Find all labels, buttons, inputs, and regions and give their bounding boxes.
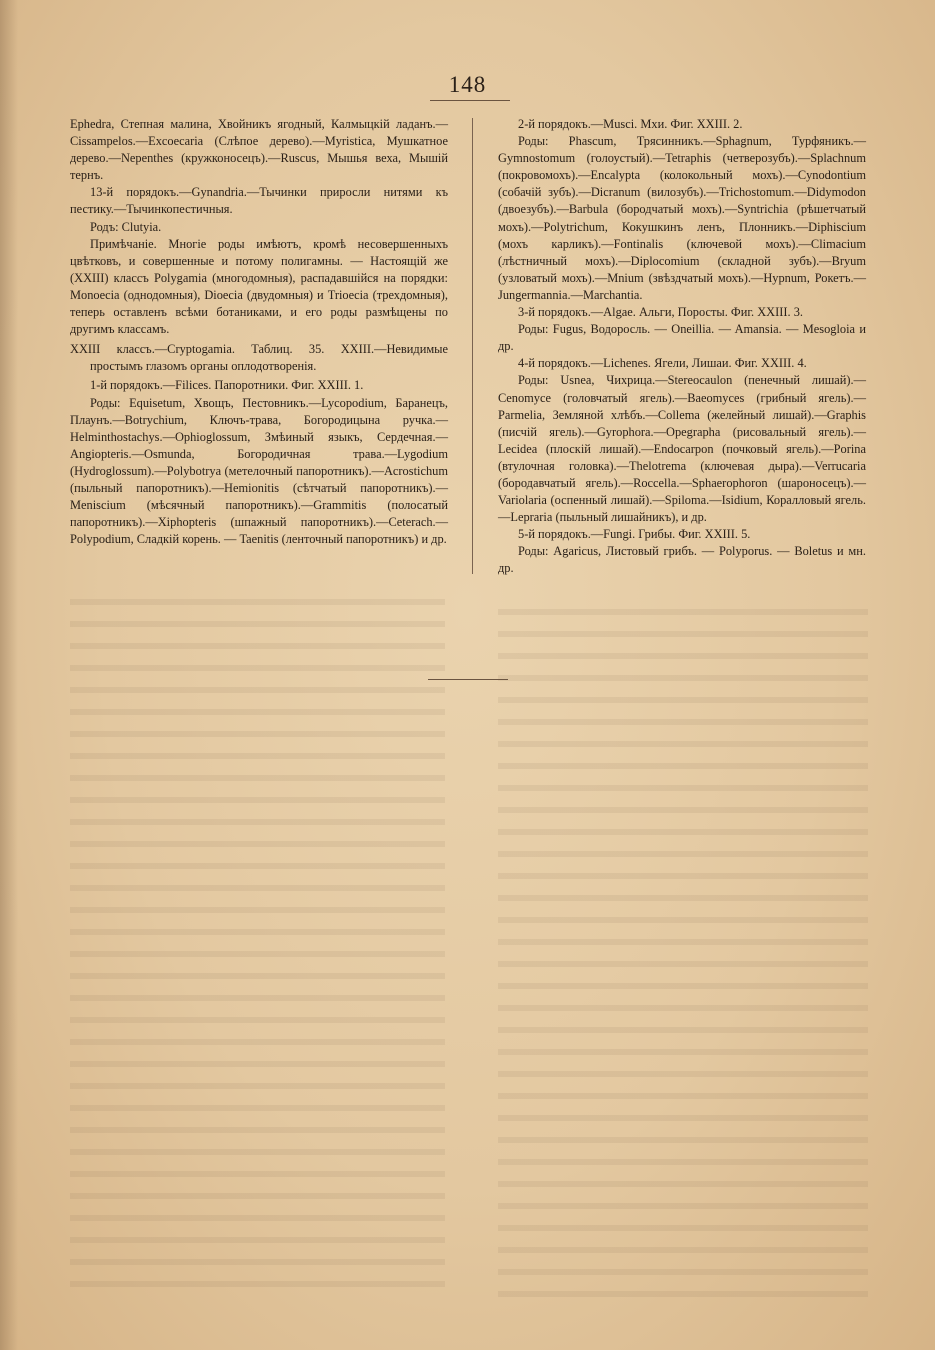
show-through-text-right (498, 600, 868, 1300)
right-paragraph-6: Роды: Usnea, Чихрица.—Stereocaulon (пенечный лишай).—Cenomyce (головчатый ягель).—Baeomyces (грибный ягель).—Parmelia, Земляной хлѣбъ.—Collema (желейный лишай).—Graphis (писчій ягель).—Gyrophora.—Opegrapha (рисовальный ягель).—Lecidea (плоскій лишай).—Endocarpon (почковый ягель).—Porina (втулочная головка).—Thelotrema (ключевая дыра).—Verrucaria (бородавчатый ягель).—Roccella.—Sphaerophoron (шароносецъ).—Variolaria (оспенный лишай).—Spiloma.—Isidium, Коралловый ягель.—Lepraria (пыльный лишайникъ), и др. (498, 373, 866, 525)
page-number: 148 (448, 72, 487, 97)
header-rule (430, 100, 510, 101)
left-column (70, 116, 448, 548)
left-paragraph-4: Примѣчаніе. Многіе роды имѣютъ, кромѣ несовершенныхъ цвѣтковъ, и совершенные и потому полигамны. — Настоящій же (XXIII) классъ Polygamia (многодомныя), распадавшійся на порядки: Monoecia (однодомныя), Dioecia (двудомныя) и Trioecia (трехдомныя), теперь оставленъ всѣми ботаниками, и его роды размѣщены по другимъ классамъ. (70, 236, 448, 337)
left-paragraph-2: 13-й порядокъ.—Gynandria.—Тычинки приросли нитями къ пестику.—Тычинкопестичныя. (70, 185, 448, 217)
left-paragraph-6: 1-й порядокъ.—Filices. Папоротники. Фиг. XXIII. 1. (90, 378, 364, 393)
left-paragraph-1: Ephedra, Степная малина, Хвойникъ ягодный, Калмыцкій ладанъ.—Cissampelos.—Excoecaria (Слѣпое дерево).—Myristica, Мушкатное дерево.—Nepenthes (кружконосецъ).—Ruscus, Мышья веха, Мышій тернъ. (70, 117, 448, 183)
right-paragraph-4: Роды: Fugus, Водоросль. — Oneillia. — Amansia. — Mesogloia и др. (498, 322, 866, 354)
show-through-text-left (70, 590, 445, 1290)
left-paragraph-7: Роды: Equisetum, Хвощъ, Пестовникъ.—Lycopodium, Баранецъ, Плаунъ.—Botrychium, Ключъ-трава, Богородицына ручка.—Helminthostachys.—Ophioglossum, Змѣиный языкъ, Сердечная.—Angiopteris.—Osmunda, Богородичная трава.—Lygodium (Hydroglossum).—Polybotrya (метелочный папоротникъ).—Acrostichum (пыльный папоротникъ).—Hemionitis (сѣтчатый папоротникъ).—Meniscium (мѣсячный папоротникъ).—Grammitis (полосатый папоротникъ).—Xiphopteris (шпажный папоротникъ).—Ceterach.—Polypodium, Сладкій корень. — Taenitis (ленточный папоротникъ) и др. (70, 395, 448, 547)
right-paragraph-5: 4-й порядокъ.—Lichenes. Ягели, Лишаи. Фиг. XXIII. 4. (518, 356, 807, 371)
column-divider (472, 118, 473, 574)
right-paragraph-2: Роды: Phascum, Трясинникъ.—Sphagnum, Турфяникъ.—Gymnostomum (голоустый).—Tetraphis (четверозубъ).—Splachnum (покровомохъ).—Encalypta (колокольный мохъ).—Cynodontium (собачій зубъ).—Dicranum (вилозубъ).—Trichostomum.—Didymodon (двоезубъ).—Barbula (бородчатый мохъ).—Syntrichia (рѣшетчатый мохъ).—Polytrichum, Кокушкинъ ленъ, Плонникъ.—Diphiscium (мохъ карликъ).—Fontinalis (ключевой мохъ).—Climacium (лѣстничный мохъ).—Diplocomium (складной зубъ).—Bryum (узловатый мохъ).—Mnium (звѣздчатый мохъ).—Hypnum, Рокетъ.—Jungermannia.—Marchantia. (498, 134, 866, 302)
right-paragraph-7: 5-й порядокъ.—Fungi. Грибы. Фиг. XXIII. 5. (518, 527, 751, 542)
right-column (498, 116, 866, 578)
right-paragraph-8: Роды: Agaricus, Листовый грибъ. — Polyporus. — Boletus и мн. др. (498, 544, 866, 576)
left-paragraph-3: Родъ: Clutyia. (90, 219, 162, 234)
page-edge-shadow (0, 0, 18, 1350)
left-paragraph-5: XXIII классъ.—Cryptogamia. Таблиц. 35. XXIII.—Невидимые простымъ глазомъ органы оплодотворенія. (70, 342, 448, 374)
right-paragraph-1: 2-й порядокъ.—Musci. Мхи. Фиг. XXIII. 2. (518, 117, 743, 131)
right-paragraph-3: 3-й порядокъ.—Algae. Альги, Поросты. Фиг. XXIII. 3. (518, 305, 803, 320)
